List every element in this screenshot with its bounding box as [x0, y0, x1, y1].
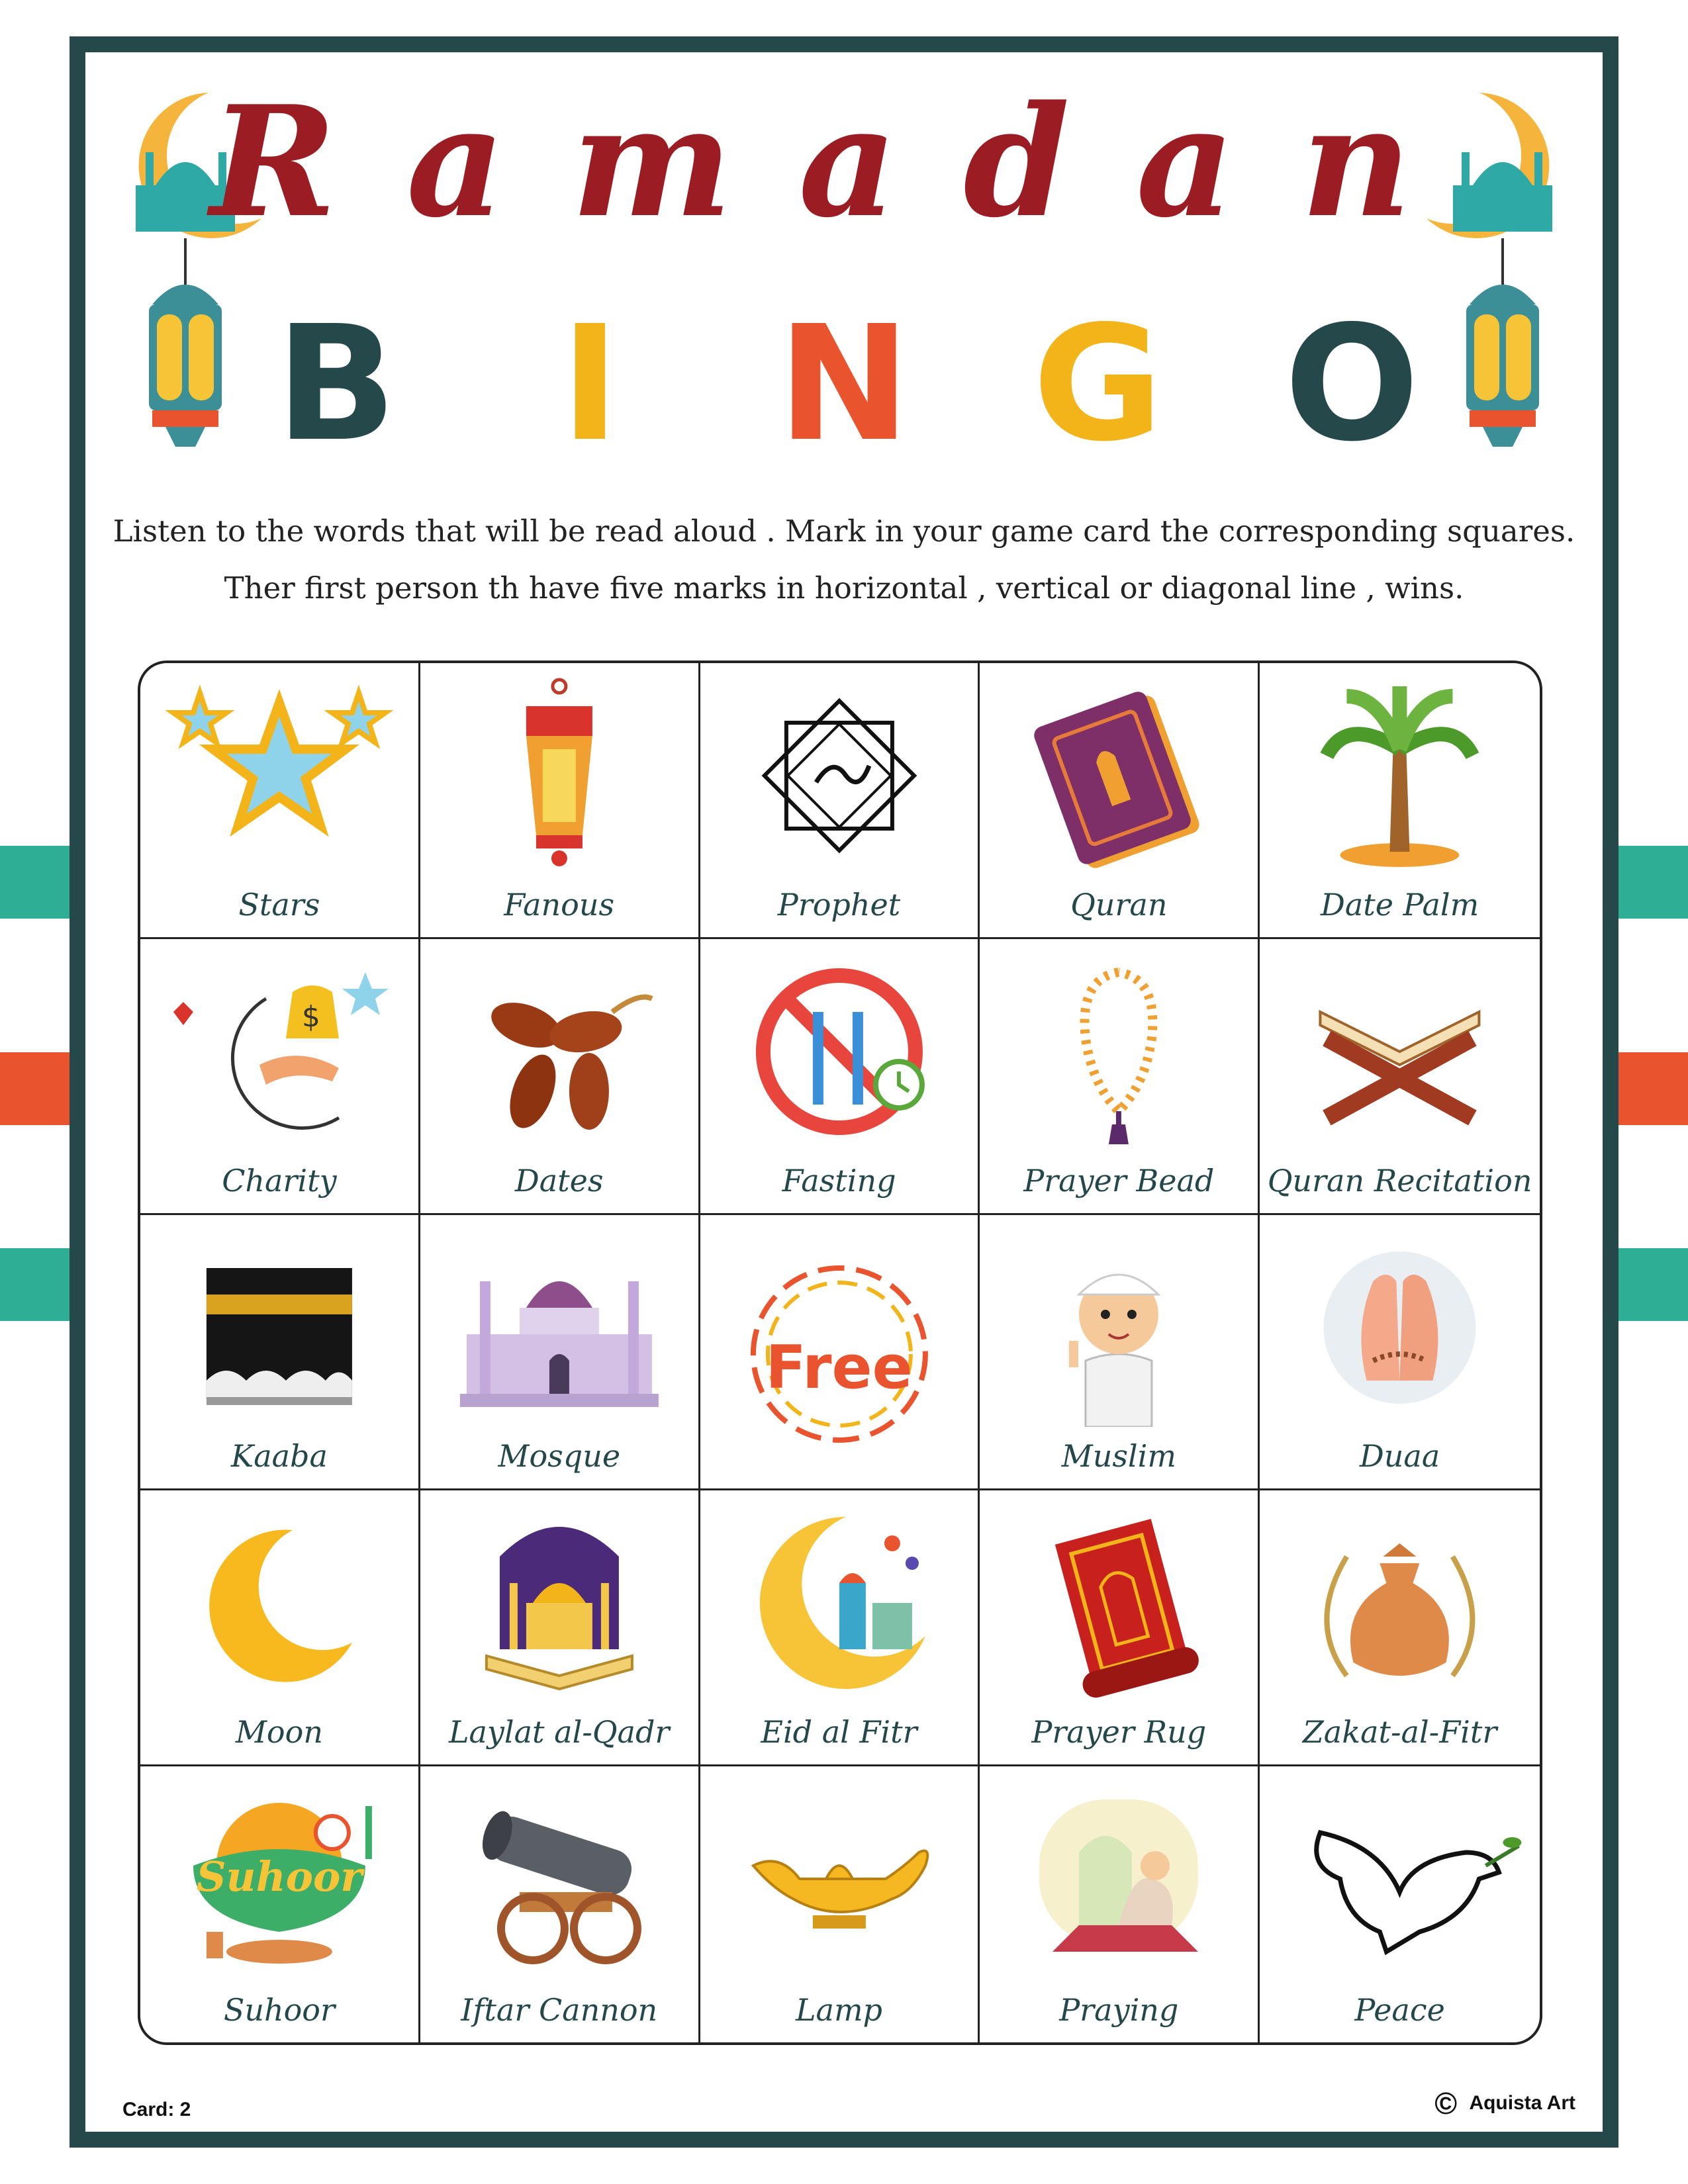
crescent-moon-icon: [140, 1504, 418, 1702]
cell-label: Iftar Cannon: [461, 1991, 658, 2028]
bingo-cell-quran-recitation[interactable]: [1260, 939, 1540, 1215]
brand-credit: [1434, 2085, 1575, 2121]
stripe-right-orange: [1618, 1052, 1688, 1125]
cell-label: Prayer Rug: [1031, 1714, 1207, 1751]
cell-label: Fanous: [504, 886, 615, 923]
prayer-rug-icon: [980, 1504, 1258, 1702]
magic-lamp-icon: [700, 1780, 978, 1978]
cell-label: Prayer Bead: [1023, 1162, 1215, 1199]
stripe-left-teal-2: [0, 1248, 70, 1321]
copyright-icon: ©: [1434, 2086, 1458, 2120]
prophet-calligraphy-icon: [700, 676, 978, 875]
stars-icon: [140, 676, 418, 875]
eid-al-fitr-icon: [700, 1504, 978, 1702]
bingo-letter-g: G: [1033, 291, 1164, 477]
bingo-cell-laylat-al-qadr[interactable]: [420, 1490, 700, 1766]
stripe-left-orange: [0, 1052, 70, 1125]
suhoor-badge-text: Suhoor: [196, 1852, 363, 1901]
bingo-letter-o: O: [1284, 291, 1420, 477]
bingo-cell-quran[interactable]: [980, 663, 1260, 939]
kaaba-icon: [140, 1228, 418, 1427]
charity-icon: [140, 952, 418, 1151]
mosque-icon: [420, 1228, 698, 1427]
cell-label: Date Palm: [1320, 886, 1479, 923]
brand-name: Aquista Art: [1469, 2092, 1575, 2114]
instructions-line-2: Ther first person th have five marks in horizontal , vertical or diagonal line , wins.: [224, 570, 1464, 606]
free-space-text: Free: [765, 1332, 913, 1402]
bingo-cell-zakat-al-fitr[interactable]: [1260, 1490, 1540, 1766]
bingo-cell-kaaba[interactable]: [140, 1215, 420, 1491]
fasting-icon: [700, 952, 978, 1151]
peace-dove-icon: [1260, 1780, 1540, 1978]
muslim-boy-icon: [980, 1228, 1258, 1427]
bingo-grid: [138, 660, 1542, 2045]
page-title: Ramadan: [210, 73, 1478, 251]
bingo-cell-prayer-rug[interactable]: [980, 1490, 1260, 1766]
bingo-cell-fanous[interactable]: [420, 663, 700, 939]
date-palm-icon: [1260, 676, 1540, 875]
bingo-letter-b: B: [275, 291, 397, 477]
bingo-cell-eid-al-fitr[interactable]: [700, 1490, 980, 1766]
cell-label: Mosque: [498, 1438, 621, 1475]
iftar-cannon-icon: [420, 1780, 698, 1978]
laylat-al-qadr-icon: [420, 1504, 698, 1702]
bingo-header: [0, 291, 1688, 477]
cell-label: Duaa: [1359, 1438, 1440, 1475]
instructions: [99, 503, 1589, 617]
bingo-cell-duaa[interactable]: [1260, 1215, 1540, 1491]
cell-label: Laylat al-Qadr: [448, 1714, 670, 1751]
quran-book-icon: [980, 676, 1258, 875]
zakat-bag-icon: [1260, 1504, 1540, 1702]
cell-label: Eid al Fitr: [761, 1714, 917, 1751]
cell-label: Peace: [1354, 1991, 1445, 2028]
bingo-cell-stars[interactable]: [140, 663, 420, 939]
card-number: Card: 2: [122, 2099, 191, 2120]
prayer-bead-icon: [980, 952, 1258, 1151]
quran-stand-icon: [1260, 952, 1540, 1151]
bingo-cell-lamp[interactable]: [700, 1766, 980, 2042]
svg-text:$: $: [301, 999, 320, 1034]
bingo-cell-mosque[interactable]: [420, 1215, 700, 1491]
cell-label: Suhoor: [223, 1991, 335, 2028]
bingo-cell-praying[interactable]: [980, 1766, 1260, 2042]
bingo-cell-prayer-bead[interactable]: [980, 939, 1260, 1215]
cell-label: Stars: [238, 886, 320, 923]
bingo-letter-i: I: [560, 291, 620, 477]
cell-label: Kaaba: [230, 1438, 328, 1475]
cell-label: Zakat-al-Fitr: [1302, 1714, 1497, 1751]
bingo-cell-date-palm[interactable]: [1260, 663, 1540, 939]
bingo-cell-free[interactable]: [700, 1215, 980, 1491]
bingo-cell-peace[interactable]: [1260, 1766, 1540, 2042]
stripe-right-teal-2: [1618, 1248, 1688, 1321]
praying-man-icon: [980, 1780, 1258, 1978]
bingo-cell-charity[interactable]: [140, 939, 420, 1215]
cell-label: Prophet: [777, 886, 901, 923]
cell-label: Charity: [222, 1162, 337, 1199]
bingo-cell-fasting[interactable]: [700, 939, 980, 1215]
cell-label: Dates: [514, 1162, 604, 1199]
cell-label: Praying: [1059, 1991, 1179, 2028]
bingo-cell-iftar-cannon[interactable]: [420, 1766, 700, 2042]
cell-label: Moon: [235, 1714, 323, 1751]
bingo-cell-suhoor[interactable]: [140, 1766, 420, 2042]
cell-label: Muslim: [1061, 1438, 1176, 1475]
cell-label: Lamp: [795, 1991, 883, 2028]
cell-label: Fasting: [782, 1162, 896, 1199]
bingo-letter-n: N: [777, 291, 911, 477]
duaa-hands-icon: [1260, 1228, 1540, 1427]
instructions-line-1: Listen to the words that will be read aloud . Mark in your game card the corresponding squares.: [113, 514, 1575, 549]
stripe-left-teal-1: [0, 846, 70, 919]
cell-label: Quran: [1070, 886, 1168, 923]
bingo-cell-moon[interactable]: [140, 1490, 420, 1766]
bingo-cell-dates[interactable]: [420, 939, 700, 1215]
cell-label: Quran Recitation: [1267, 1162, 1532, 1199]
bingo-cell-prophet[interactable]: [700, 663, 980, 939]
bingo-cell-muslim[interactable]: [980, 1215, 1260, 1491]
dates-icon: [420, 952, 698, 1151]
stripe-right-teal-1: [1618, 846, 1688, 919]
fanous-lantern-icon: [420, 676, 698, 875]
